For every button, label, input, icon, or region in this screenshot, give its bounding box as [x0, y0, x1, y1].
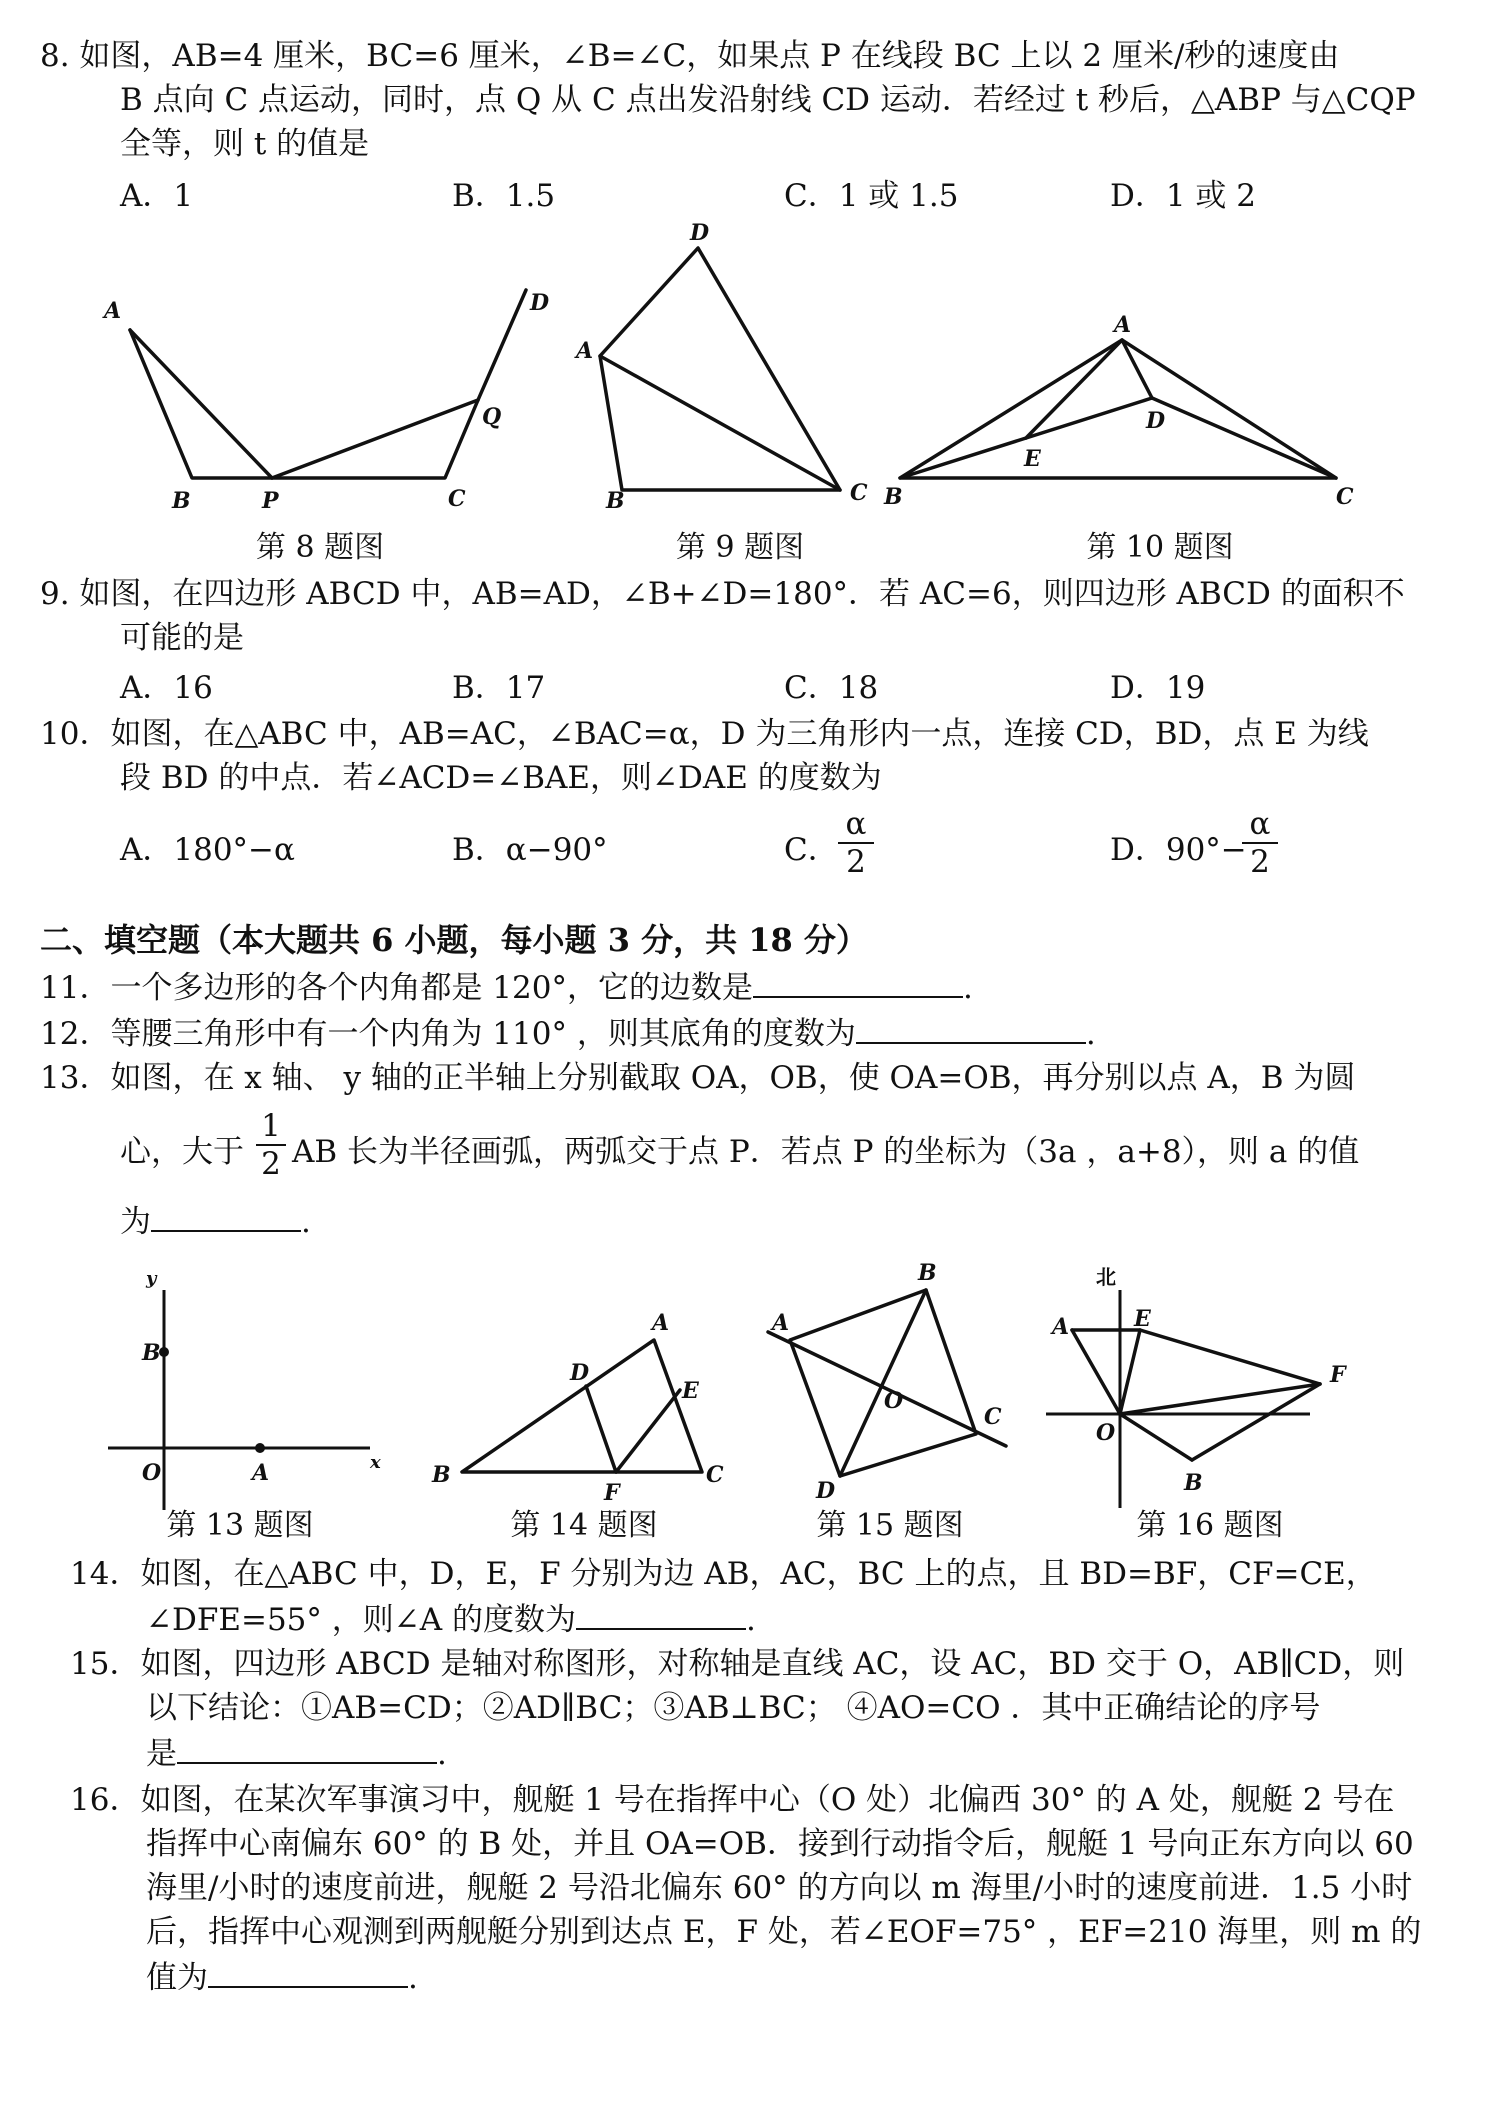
q13-line2-pre: 心，大于	[120, 1134, 244, 1170]
q16-answer-blank[interactable]	[208, 1956, 408, 1988]
q9-line2: 可能的是	[120, 620, 244, 656]
q14-answer-blank[interactable]	[576, 1598, 746, 1630]
q13-fraction	[256, 1108, 286, 1182]
caption-fig8: 第 8 题图	[255, 530, 385, 565]
fig9-label-d: D	[690, 220, 710, 246]
fig16-label-f: F	[1330, 1362, 1346, 1388]
q13-line3	[120, 1200, 311, 1242]
section-2-heading: 二、填空题（本大题共 6 小题，每小题 3 分，共 18 分）	[40, 921, 868, 959]
figure-8	[102, 290, 549, 514]
caption-fig14: 第 14 题图	[510, 1508, 658, 1543]
figure-9	[574, 220, 868, 514]
q13-line2-post: AB 长为半径画弧，两弧交于点 P．若点 P 的坐标为（3a ，a+8），则 a 的值	[292, 1134, 1360, 1170]
q11-answer-blank[interactable]	[753, 966, 963, 998]
fig14-label-b: B	[432, 1462, 451, 1488]
fig14-label-d: D	[570, 1360, 590, 1386]
q13-line1: 13．如图，在 x 轴、 y 轴的正半轴上分别截取 OA，OB，使 OA=OB，再分别以点 A，B 为圆	[40, 1060, 1356, 1096]
fig8-label-d: D	[530, 290, 550, 316]
q10-option-d-numerator: α	[1249, 806, 1271, 842]
q10-option-c-fraction	[838, 806, 874, 880]
q15-answer-blank[interactable]	[177, 1732, 437, 1764]
fig10-label-c: C	[1336, 484, 1354, 510]
fig8-label-a: A	[104, 298, 122, 324]
fig8-label-q: Q	[482, 404, 502, 430]
q12-answer-blank[interactable]	[856, 1012, 1086, 1044]
q14-end: .	[745, 1602, 756, 1638]
fig13-label-a: A	[252, 1460, 270, 1486]
fig15-label-a: A	[772, 1310, 790, 1336]
q10-option-d-denominator: 2	[1242, 842, 1278, 880]
q8-line2: B 点向 C 点运动，同时，点 Q 从 C 点出发沿射线 CD 运动．若经过 t 秒后，△ABP 与△CQP	[120, 82, 1416, 118]
q12-line	[40, 1012, 1096, 1054]
fig14-label-c: C	[706, 1462, 724, 1488]
q12-end: .	[1085, 1016, 1096, 1052]
q8-option-b: B．1.5	[452, 178, 556, 214]
q16-line4: 后，指挥中心观测到两舰艇分别到达点 E，F 处，若∠EOF=75° ，EF=210 海里，则 m 的	[146, 1914, 1422, 1950]
q10-line2: 段 BD 的中点．若∠ACD=∠BAE，则∠DAE 的度数为	[120, 760, 882, 796]
fig13-label-x: x	[370, 1452, 381, 1473]
q15-line1: 15．如图，四边形 ABCD 是轴对称图形，对称轴是直线 AC，设 AC，BD 交于 O，AB∥CD，则	[70, 1646, 1405, 1682]
q13-fraction-denominator: 2	[256, 1144, 286, 1182]
q16-line3: 海里/小时的速度前进，舰艇 2 号沿北偏东 60° 的方向以 m 海里/小时的速度前进．1.5 小时	[146, 1870, 1413, 1906]
q13-answer-blank[interactable]	[151, 1200, 301, 1232]
q9-option-b: B．17	[452, 670, 546, 706]
fig10-label-b: B	[884, 484, 903, 510]
fig14-label-e: E	[682, 1378, 699, 1404]
q10-option-c-denominator: 2	[838, 842, 874, 880]
q10-option-d-prefix: D．90°−	[1110, 832, 1247, 868]
q14-line1: 14．如图，在△ABC 中，D，E，F 分别为边 AB，AC，BC 上的点，且 BD=BF，CF=CE，	[70, 1556, 1377, 1592]
q14-line2-text: ∠DFE=55° ，则∠A 的度数为	[146, 1602, 576, 1638]
q16-end: .	[408, 1960, 418, 1996]
q15-line3-text: 是	[146, 1736, 177, 1772]
fig15-label-d: D	[816, 1478, 836, 1504]
q9-option-c: C．18	[784, 670, 879, 706]
figure-10	[883, 312, 1354, 510]
q15-line3	[146, 1732, 447, 1774]
q16-line1: 16．如图，在某次军事演习中，舰艇 1 号在指挥中心（O 处）北偏西 30° 的 A 处，舰艇 2 号在	[70, 1782, 1395, 1818]
q8-line1: 8. 如图，AB=4 厘米，BC=6 厘米，∠B=∠C，如果点 P 在线段 BC 上以 2 厘米/秒的速度由	[40, 38, 1340, 74]
q10-option-c-prefix: C．	[784, 832, 839, 868]
q8-line3: 全等，则 t 的值是	[120, 126, 370, 162]
q10-option-b: B．α−90°	[452, 832, 608, 868]
q11-line	[40, 966, 973, 1008]
q14-line2	[146, 1598, 756, 1640]
fig13-label-o: O	[142, 1460, 162, 1486]
q10-line1: 10．如图，在△ABC 中，AB=AC，∠BAC=α，D 为三角形内一点，连接 CD，BD，点 E 为线	[40, 716, 1369, 752]
caption-fig15: 第 15 题图	[816, 1508, 964, 1543]
q13-line3-text: 为	[120, 1204, 151, 1240]
figure-16	[1046, 1265, 1347, 1508]
fig16-label-b: B	[1184, 1470, 1203, 1496]
q8-option-c: C．1 或 1.5	[784, 178, 959, 214]
caption-fig10: 第 10 题图	[1086, 530, 1234, 565]
q8-option-a: A．1	[120, 178, 194, 214]
fig16-label-o: O	[1096, 1420, 1116, 1446]
q16-line5	[146, 1956, 418, 1998]
fig16-label-a: A	[1052, 1314, 1070, 1340]
q10-option-d-fraction	[1242, 806, 1278, 880]
fig14-label-f: F	[604, 1480, 620, 1506]
fig13-label-y: y	[146, 1268, 157, 1289]
q8-option-d: D．1 或 2	[1110, 178, 1257, 214]
caption-fig9: 第 9 题图	[675, 530, 805, 565]
fig15-label-c: C	[984, 1404, 1002, 1430]
fig16-label-e: E	[1134, 1306, 1151, 1332]
fig10-label-e: E	[1024, 446, 1041, 472]
caption-fig16: 第 16 题图	[1136, 1508, 1284, 1543]
fig13-label-b: B	[142, 1340, 161, 1366]
fig15-label-b: B	[918, 1260, 937, 1286]
q15-end: .	[437, 1736, 447, 1772]
q9-option-d: D．19	[1110, 670, 1206, 706]
q16-line2: 指挥中心南偏东 60° 的 B 处，并且 OA=OB．接到行动指令后，舰艇 1 号向正东方向以 60	[146, 1826, 1414, 1862]
q11-end: .	[962, 970, 973, 1006]
q9-line1: 9. 如图，在四边形 ABCD 中，AB=AD，∠B+∠D=180°．若 AC=6，则四边形 ABCD 的面积不	[40, 576, 1405, 612]
fig14-label-a: A	[652, 1310, 670, 1336]
q11-text: 11．一个多边形的各个内角都是 120°，它的边数是	[40, 970, 753, 1006]
fig9-label-c: C	[850, 480, 868, 506]
fig10-label-d: D	[1146, 408, 1166, 434]
fig15-label-o: O	[884, 1388, 904, 1414]
fig8-label-p: P	[262, 488, 279, 514]
fig10-label-a: A	[1114, 312, 1132, 338]
q9-option-a: A．16	[120, 670, 213, 706]
fig16-label-north: 北	[1096, 1265, 1116, 1289]
q10-option-c-numerator: α	[845, 806, 867, 842]
fig8-label-b: B	[172, 488, 191, 514]
figure-14	[431, 1310, 724, 1506]
q15-line2: 以下结论：①AB=CD；②AD∥BC；③AB⊥BC； ④AO=CO ．其中正确结论的序号	[146, 1690, 1321, 1726]
figure-15	[768, 1260, 1006, 1504]
q13-end: .	[301, 1204, 311, 1240]
q16-line5-text: 值为	[146, 1960, 208, 1996]
q12-text: 12．等腰三角形中有一个内角为 110° ，则其底角的度数为	[40, 1016, 856, 1052]
fig9-label-b: B	[606, 488, 625, 514]
q10-option-a: A．180°−α	[120, 832, 295, 868]
fig8-label-c: C	[448, 486, 466, 512]
caption-fig13: 第 13 题图	[166, 1508, 314, 1543]
figure-13	[108, 1268, 381, 1510]
fig9-label-a: A	[576, 338, 594, 364]
q13-fraction-numerator: 1	[261, 1108, 281, 1144]
